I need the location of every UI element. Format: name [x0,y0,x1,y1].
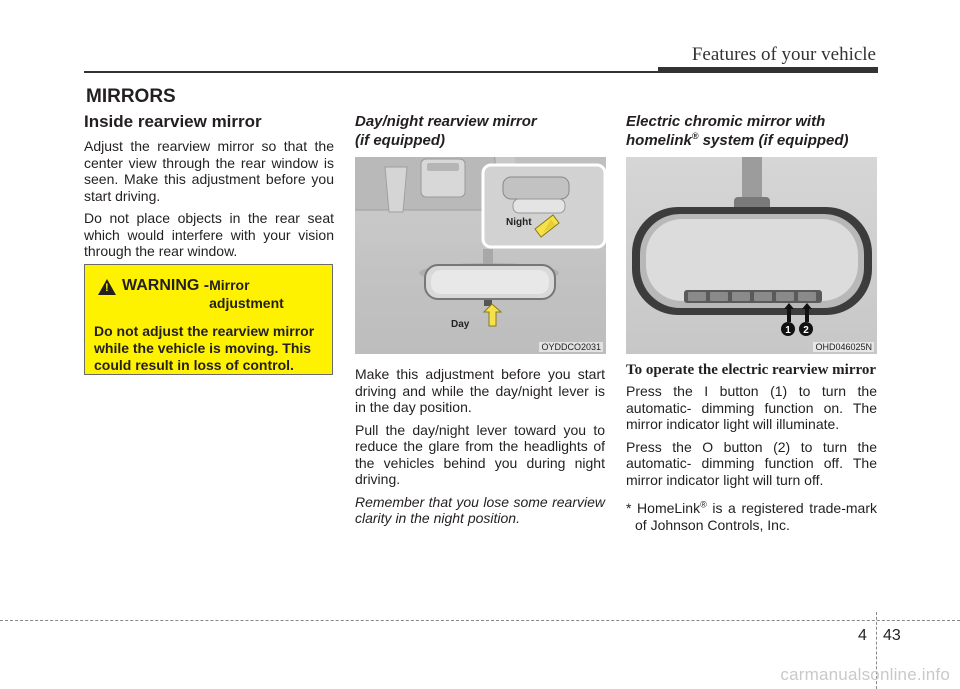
mirror-button-2 [710,292,728,301]
night-label: Night [506,217,532,228]
warning-topic [209,277,284,313]
warning-text: Do not adjust the rearview mirror while the vehicle is moving. This could result in loss of control. [94,323,315,373]
figure-code: OYDDCO2031 [541,342,601,352]
mirror-button-5 [776,292,794,301]
electric-chromic-subhead: To operate the electric rearview mirror [626,362,877,378]
electric-chromic-heading-line-2a: homelink [626,132,692,149]
electric-chromic-para-1: Press the I button (1) to turn the automatic- dimming function on. The mirror indicator light will illuminate. [626,383,877,432]
column-inside-mirror [84,112,334,266]
figure-code: OHD046025N [815,342,872,352]
day-night-para-3: Remember that you lose some rearview clarity in the night position. [355,493,605,526]
electric-chromic-heading-line-1: Electric chromic mirror with [626,113,826,130]
mirror-button-4 [754,292,772,301]
mirror-button-6 [798,292,816,301]
section-title: MIRRORS [86,86,176,107]
day-night-body [355,366,605,533]
day-night-heading [355,112,605,150]
electric-mirror-figure [626,157,877,354]
callout-1-label: 1 [785,325,791,336]
callout-2-label: 2 [803,325,809,336]
warning-box [84,264,333,375]
running-header: Features of your vehicle [691,44,876,65]
homelink-note-b: is a registered trade-mark of Johnson Controls, Inc. [635,500,877,533]
header-rule-accent [658,67,878,73]
electric-chromic-para-2: Press the O button (2) to turn the automatic- dimming function off. The mirror indicator light will turn off. [626,438,877,488]
mirror-button-3 [732,292,750,301]
page-number: 43 [883,627,901,644]
day-night-mirror-figure [355,157,606,354]
inside-mirror-para-1: Adjust the rearview mirror so that the center view through the rear window is seen. Make this adjustment before you start driving. [84,138,334,204]
inside-mirror-para-2: Do not place objects in the rear seat which would interfere with your vision through the rear window. [84,210,334,259]
warning-topic-line-1: Mirror [209,277,250,293]
homelink-registered-mark: ® [700,499,707,510]
mirror-button-1 [688,292,706,301]
homelink-note [626,500,877,533]
electric-chromic-heading-line-2b: system (if equipped) [698,132,849,149]
warning-label: WARNING - [122,277,210,294]
warning-triangle-icon [98,279,116,295]
day-night-mirror-illustration [355,157,606,354]
column-day-night-mirror [355,112,605,158]
day-night-heading-line-2: (if equipped) [355,132,445,149]
warning-topic-line-2: adjustment [209,295,284,311]
day-night-para-2: Pull the day/night lever toward you to reduce the glare from the headlights of the vehicles behind you during night driving. [355,421,605,487]
day-label: Day [451,319,470,330]
registered-mark: ® [691,131,699,141]
watermark: carmanualsonline.info [780,665,950,684]
day-night-para-1: Make this adjustment before you start driving and while the day/night lever is in the day position. [355,366,605,415]
warning-header [94,277,324,313]
electric-chromic-heading [626,112,877,150]
column-electric-chromic [626,112,877,158]
homelink-note-a: * HomeLink [626,500,701,516]
electric-mirror-illustration [626,157,877,354]
chapter-number: 4 [858,627,867,644]
footer-rule [0,620,960,621]
day-night-heading-line-1: Day/night rearview mirror [355,113,537,130]
inside-mirror-heading: Inside rearview mirror [84,112,262,131]
electric-chromic-body [626,362,877,539]
